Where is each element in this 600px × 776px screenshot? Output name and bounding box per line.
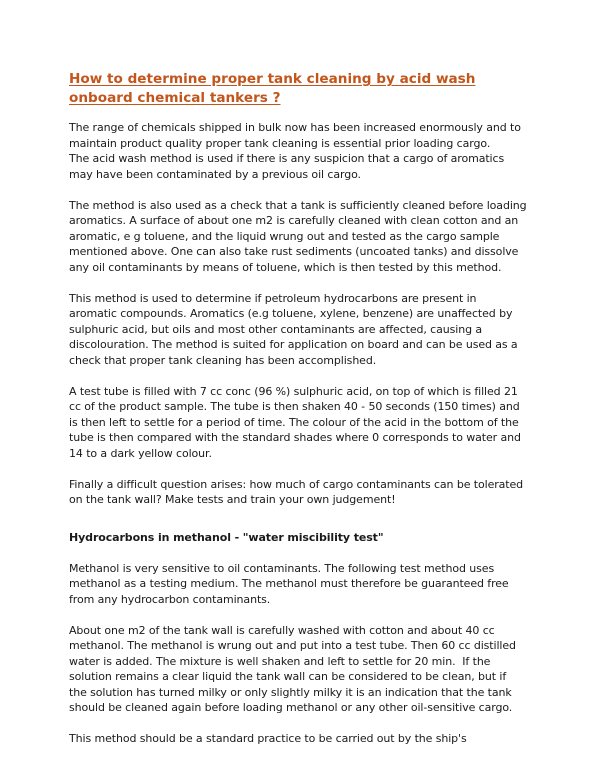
- paragraph-line: discolouration. The method is suited for application on board and can be used as a: [69, 338, 518, 351]
- paragraph-line: the solution has turned milky or only slightly milky it is an indication that the tank: [69, 685, 512, 699]
- paragraph: [69, 477, 539, 508]
- paragraph-line: solution remains a clear liquid the tank wall can be considered to be clean, but if: [69, 670, 507, 683]
- paragraph-line: check that proper tank cleaning has been accomplished.: [69, 353, 377, 367]
- methanol-section-heading: Hydrocarbons in methanol - "water miscibility test": [69, 530, 384, 544]
- paragraph: [69, 291, 539, 369]
- acid-wash-section: [69, 120, 539, 508]
- paragraph-line: Methanol is very sensitive to oil contaminants. The following test method uses: [69, 561, 495, 575]
- document-body: [69, 120, 539, 762]
- paragraph-line: water is added. The mixture is well shaken and left to settle for 20 min. If the: [69, 654, 491, 668]
- title-line: How to determine proper tank cleaning by acid wash: [69, 71, 476, 87]
- paragraph-line: aromatic, e g toluene, and the liquid wrung out and tested as the cargo sample: [69, 229, 500, 243]
- document-title: [69, 70, 529, 108]
- paragraph-line: A test tube is filled with 7 cc conc (96 %) sulphuric acid, on top of which is filled 21: [69, 384, 518, 398]
- paragraph-line: Finally a difficult question arises: how much of cargo contaminants can be tolerated: [69, 477, 524, 491]
- paragraph: [69, 198, 539, 276]
- paragraph-line: aromatic compounds. Aromatics (e.g toluene, xylene, benzene) are unaffected by: [69, 307, 513, 320]
- paragraph-line: methanol as a testing medium. The methanol must therefore be guaranteed free: [69, 577, 509, 590]
- paragraph-line: methanol. The methanol is wrung out and put into a test tube. Then 60 cc distilled: [69, 639, 516, 652]
- methanol-section: [69, 561, 539, 747]
- paragraph-line: from any hydrocarbon contaminants.: [69, 592, 271, 606]
- paragraph-line: any oil contaminants by means of toluene, which is then tested by this method.: [69, 260, 502, 274]
- paragraph-line: About one m2 of the tank wall is carefully washed with cotton and about 40 cc: [69, 623, 495, 637]
- paragraph: [69, 384, 539, 462]
- paragraph-line: sulphuric acid, but oils and most other contaminants are affected, causing a: [69, 322, 483, 336]
- paragraph-line: mentioned above. One can also take rust sediments (uncoated tanks) and dissolve: [69, 245, 519, 258]
- paragraph: [69, 120, 539, 182]
- paragraph: [69, 623, 539, 716]
- paragraph-line: cc of the product sample. The tube is then shaken 40 - 50 seconds (150 times) and: [69, 400, 520, 413]
- paragraph-line: The range of chemicals shipped in bulk now has been increased enormously and to: [69, 121, 521, 134]
- paragraph-line: may have been contaminated by a previous oil cargo.: [69, 167, 361, 181]
- paragraph-line: maintain product quality proper tank cleaning is essential prior loading cargo.: [69, 136, 491, 150]
- paragraph: [69, 561, 539, 608]
- paragraph-line: The acid wash method is used if there is any suspicion that a cargo of aromatics: [69, 152, 505, 165]
- title-line: onboard chemical tankers ?: [69, 90, 281, 106]
- paragraph-line: should be cleaned again before loading methanol or any other oil-sensitive cargo.: [69, 701, 513, 714]
- paragraph-line: is then left to settle for a period of time. The colour of the acid in the bottom of the: [69, 415, 519, 429]
- paragraph-line: aromatics. A surface of about one m2 is carefully cleaned with clean cotton and an: [69, 214, 519, 227]
- paragraph-line: This method is used to determine if petroleum hydrocarbons are present in: [69, 291, 477, 305]
- paragraph-line: This method should be a standard practice to be carried out by the ship's: [69, 732, 467, 745]
- paragraph-line: tube is then compared with the standard shades where 0 corresponds to water and: [69, 431, 521, 444]
- paragraph-line: The method is also used as a check that a tank is sufficiently cleaned before loading: [69, 198, 527, 212]
- paragraph-line: on the tank wall? Make tests and train your own judgement!: [69, 493, 396, 506]
- paragraph: [69, 731, 539, 747]
- paragraph-line: 14 to a dark yellow colour.: [69, 446, 212, 460]
